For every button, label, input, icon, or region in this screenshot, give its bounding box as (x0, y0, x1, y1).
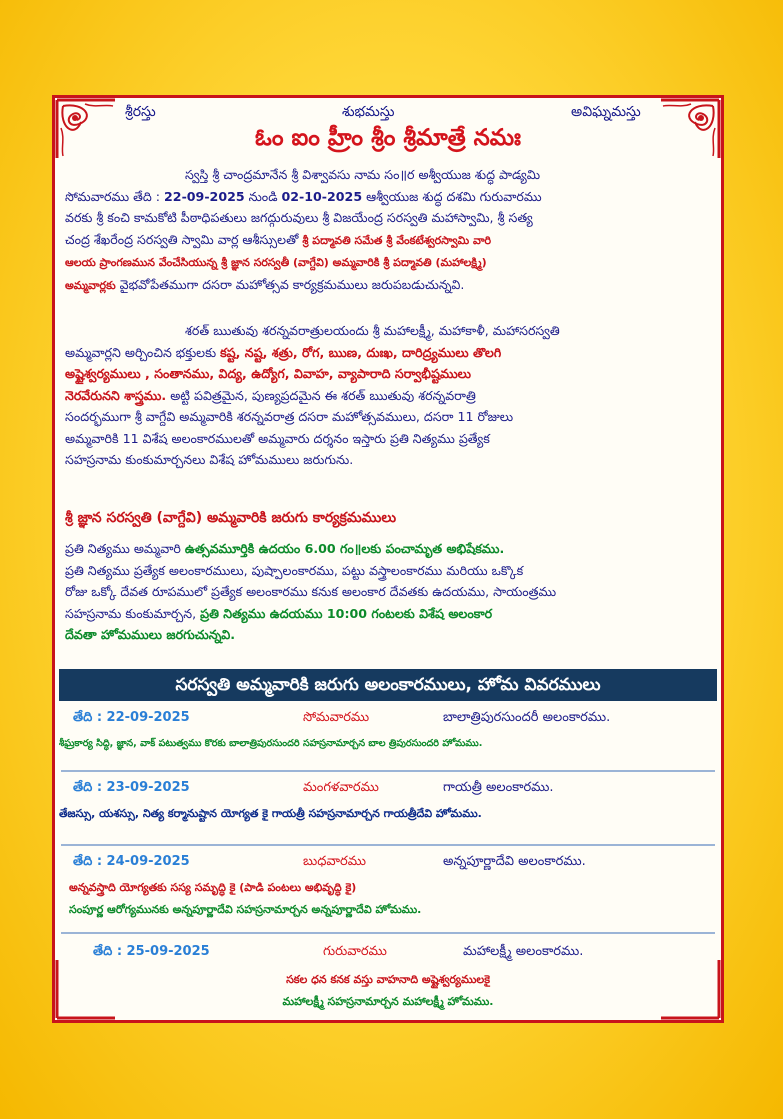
day-weekday: మంగళవారము (303, 780, 379, 795)
day-alankaram: మహాలక్ష్మీ అలంకారము. (463, 944, 584, 959)
day-description: మహాలక్ష్మీ సహస్రనామార్చన మహాలక్ష్మీ హోమము. (282, 995, 494, 1008)
significance-paragraph: శరత్ ఋతువు శరన్నవరాత్రులయందు శ్రీ మహాలక్ష్మీ, మహాకాళీ, మహాసరస్వతి అమ్మవార్లని అర్చించిన భక్తులకు కష్ట, నష్ట, శత్రు, రోగ, ఋణ, దుఃఖ, దారిద్ర్యములు తొలగి అష్టైశ్వర్యములు , సంతానము, విద్య, ఉద్యోగ, వివాహ, వ్యాపారాది సర్వాభీష్టములు నెరవేరునని శాస్త్రము. అట్టి పవిత్రమైన, పుణ్యప్రదమైన ఈ శరత్ ఋతువు శరన్నవరాత్రి సందర్భముగా శ్రీ వాగ్దేవి అమ్మవారికి శరన్నవరాత్ర దసరా మహోత్సవములు, దసరా 11 రోజులు అమ్మవారికి 11 విశేష అలంకారములతో అమ్మవారు దర్శనం ఇస్తారు ప్రతి నిత్యము ప్రత్యేక సహస్రనామ కుంకుమార్చనలు విశేష హోమములు జరుగును. (65, 323, 560, 467)
corner-ornament-icon (55, 950, 125, 1020)
blessing-row (55, 104, 721, 126)
schedule-day (59, 854, 717, 930)
day-weekday: బుధవారము (303, 854, 367, 869)
blessing-center: శుభమస్తు (342, 104, 395, 120)
day-alankaram: అన్నపూర్ణాదేవి అలంకారము. (443, 854, 586, 869)
day-date: తేది : 23-09-2025 (73, 780, 190, 795)
divider (61, 770, 715, 772)
day-description: సంపూర్ణ ఆరోగ్యమునకు అన్నపూర్ణాదేవి సహస్రనామార్చన అన్నపూర్ణాదేవి హోమము. (69, 903, 422, 916)
schedule-day (59, 710, 717, 766)
invitation-card (52, 95, 724, 1023)
page-title: ఓం ఐం హ్రీం శ్రీం శ్రీమాత్రే నమః (255, 125, 521, 151)
schedule-day (59, 944, 717, 1020)
intro-paragraph: స్వస్తి శ్రీ చాంద్రమానేన శ్రీ విశ్వావసు నామ సం॥ర అశ్వీయుజ శుద్ధ పాడ్యమి సోమవారము తేది : 22-09-2025 నుండి 02-10-2025 ఆశ్వీయుజ శుద్ధ దశమి గురువారము వరకు శ్రీ కంచి కామకోటి పీఠాధిపతులు జగద్గురువులు శ్రీ విజయేంద్ర సరస్వతి మహాస్వామి, శ్రీ సత్య చంద్ర శేఖరేంద్ర సరస్వతి స్వామి వార్ల ఆశీస్సులతో శ్రీ పద్మావతి సమేత శ్రీ వేంకటేశ్వరస్వామి వారి ఆలయ ప్రాంగణమున వేంచేసియున్న శ్రీ జ్ఞాన సరస్వతీ (వాగ్దేవి) అమ్మవారికి శ్రీ పద్మావతి (మహాలక్ష్మి) అమ్మవార్లకు వైభవోపేతముగా దసరా మహోత్సవ కార్యక్రమములు జరుపబడుచున్నవి. (65, 167, 542, 292)
divider (61, 932, 715, 934)
schedule-banner: సరస్వతి అమ్మవారికి జరుగు అలంకారములు, హోమ వివరములు (59, 669, 717, 701)
day-description: సకల ధన కనక వస్తు వాహనాది అష్టైశ్వర్యములకై (286, 973, 490, 986)
day-description: అన్నవస్త్రాది యోగ్యతకు సస్య సమృద్ధి కై (పాడి పంటలు అభివృద్ధి కై) (69, 881, 357, 894)
corner-ornament-icon (651, 950, 721, 1020)
blessing-left: శ్రీరస్తు (125, 104, 156, 120)
day-date: తేది : 25-09-2025 (93, 944, 210, 959)
programs-heading: శ్రీ జ్ఞాన సరస్వతి (వాగ్దేవి) అమ్మవారికి జరుగు కార్యక్రమములు (65, 510, 397, 526)
blessing-right: అవిఘ్నమస్తు (571, 104, 641, 120)
day-weekday: సోమవారము (303, 710, 370, 725)
day-weekday: గురువారము (323, 944, 387, 959)
day-date: తేది : 24-09-2025 (73, 854, 190, 869)
day-date: తేది : 22-09-2025 (73, 710, 190, 725)
divider (61, 844, 715, 846)
day-alankaram: బాలాత్రిపురసుందరీ అలంకారము. (443, 710, 611, 725)
day-alankaram: గాయత్రీ అలంకారము. (443, 780, 554, 795)
daily-programs-paragraph: ప్రతి నిత్యము అమ్మవారి ఉత్సవమూర్తికి ఉదయం 6.00 గం॥లకు పంచామృత అభిషేకము. ప్రతి నిత్యము ప్రత్యేక అలంకారములు, పుష్పాలంకారము, పట్టు వస్త్రాలంకారము మరియు ఒక్కొక రోజు ఒక్కో దేవత రూపములో ప్రత్యేక అలంకారము కనుక అలంకార దేవతకు ఉదయము, సాయంత్రము సహస్రనామ కుంకుమార్చన, ప్రతి నిత్యము ఉదయము 10:00 గంటలకు విశేష అలంకార దేవతా హోమములు జరగుచున్నవి. (65, 541, 557, 642)
schedule-day (59, 780, 717, 836)
day-description: తేజస్సు, యశస్సు, నిత్య కర్మానుష్టాన యోగ్యత కై గాయత్రీ సహస్రనామార్చన గాయత్రీదేవి హోమము. (59, 807, 482, 820)
day-description: శీఘ్రకార్య సిద్ధి, జ్ఞాన, వాక్ పటుత్వము కొరకు బాలాత్రిపురసుందరి సహస్రనామార్చన బాల త్రిపురసుందరి హోమము. (59, 738, 483, 749)
